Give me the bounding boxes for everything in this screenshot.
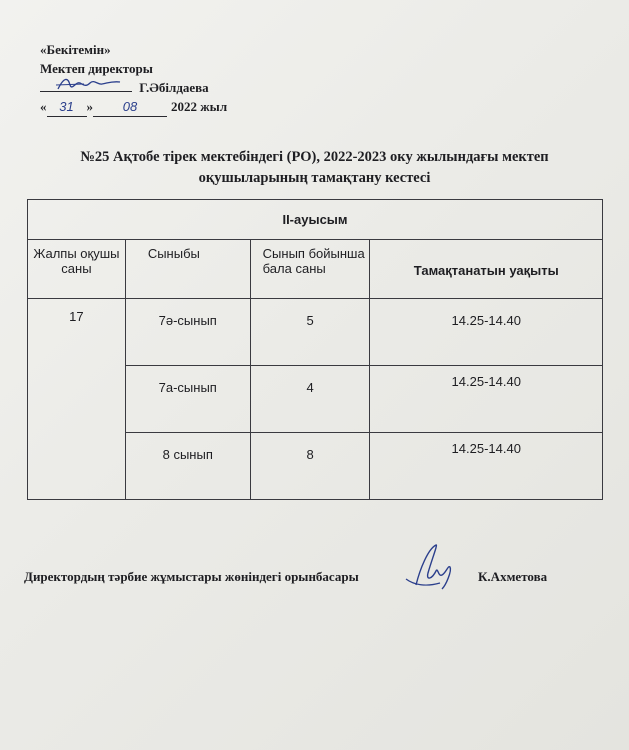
date-month: 08 — [93, 97, 167, 117]
director-signature — [54, 75, 124, 93]
shift-header: ІІ-ауысым — [28, 200, 603, 240]
class-cell: 7а-сынып — [125, 366, 250, 433]
count-cell: 4 — [250, 366, 370, 433]
deputy-name: К.Ахметова — [478, 569, 548, 584]
class-cell: 8 сынып — [125, 433, 250, 500]
director-signature-row — [40, 78, 227, 97]
approval-line-2: Мектеп директоры — [40, 61, 153, 76]
shift-row — [28, 200, 603, 240]
document-title — [20, 147, 609, 189]
approval-date-row — [40, 97, 227, 117]
table-row — [28, 299, 603, 366]
title-line-1: №25 Ақтобе тірек мектебіндегі (РО), 2022-2023 оку жылындағы мектеп — [80, 149, 549, 165]
title-line-2: оқушыларының тамақтану кестесі — [198, 170, 431, 186]
count-cell: 5 — [250, 299, 370, 366]
header-meal-time: Тамақтанатын уақыты — [370, 240, 603, 299]
class-cell: 7ә-сынып — [125, 299, 250, 366]
director-signature-line — [40, 79, 132, 92]
count-cell: 8 — [250, 433, 370, 500]
total-students-cell: 17 — [28, 299, 126, 500]
footer-signature-block — [24, 569, 548, 585]
header-total-students: Жалпы оқушы саны — [28, 240, 126, 299]
header-class: Сыныбы — [125, 240, 250, 299]
header-row — [28, 240, 603, 299]
header-class-count: Сынып бойынша бала саны — [250, 240, 370, 299]
date-day: 31 — [47, 97, 87, 117]
time-cell: 14.25-14.40 — [370, 299, 603, 366]
date-quote-open: « — [40, 99, 47, 114]
deputy-position: Директордың тәрбие жұмыстары жөніндегі орынбасары — [24, 569, 359, 584]
approval-block — [40, 40, 227, 117]
deputy-signature — [402, 539, 462, 595]
schedule-table — [27, 199, 603, 500]
director-name: Г.Әбілдаева — [139, 80, 209, 95]
date-year: 2022 жыл — [171, 99, 228, 114]
time-cell: 14.25-14.40 — [370, 366, 603, 433]
approval-line-1: «Бекітемін» — [40, 42, 111, 57]
date-quote-close: » — [86, 99, 93, 114]
time-cell: 14.25-14.40 — [370, 433, 603, 500]
